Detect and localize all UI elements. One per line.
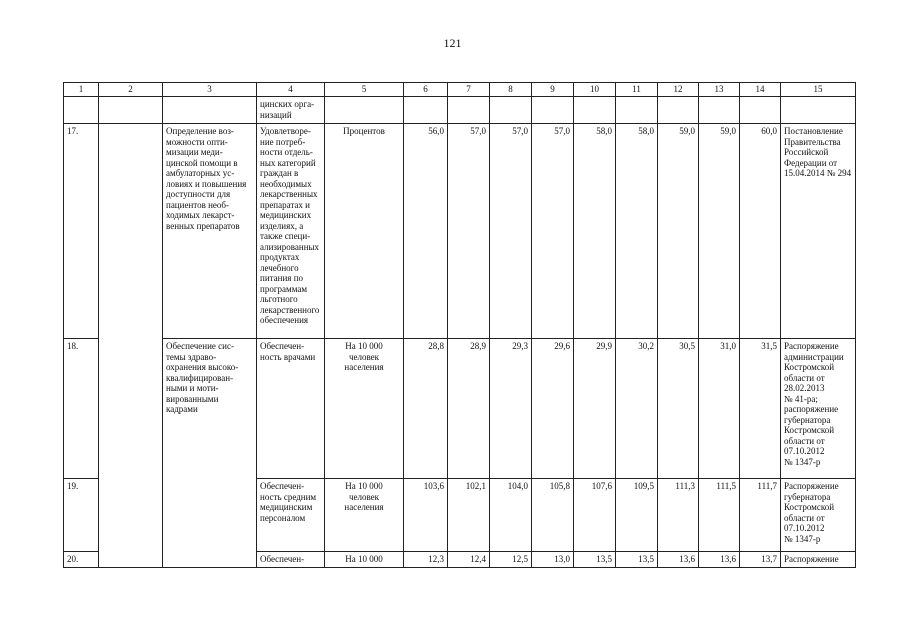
cell-indicator: Обеспечен-: [257, 552, 325, 568]
cell-value: 12,5: [490, 552, 532, 568]
cell-value: 59,0: [658, 124, 699, 339]
table-row-18: [64, 339, 856, 479]
header-cell: 8: [490, 83, 532, 97]
header-cell: 3: [163, 83, 257, 97]
header-cell: 1: [64, 83, 99, 97]
cell-value: 29,9: [574, 339, 616, 479]
cell-unit: Процентов: [325, 124, 404, 339]
table-row-17: [64, 124, 856, 339]
cell-value: 13,6: [699, 552, 740, 568]
cell-value: 28,8: [404, 339, 448, 479]
cell-legal-basis: Постановление Правительства Российской Федерации от 15.04.2014 № 294: [781, 124, 856, 339]
cell-value: 58,0: [574, 124, 616, 339]
cell-value: 60,0: [740, 124, 781, 339]
header-cell: 10: [574, 83, 616, 97]
header-cell: 6: [404, 83, 448, 97]
cell-legal-basis: Распоряжение губернатора Костромской области от 07.10.2012 № 1347-р: [781, 479, 856, 552]
header-cell: 15: [781, 83, 856, 97]
cell-value: 102,1: [448, 479, 490, 552]
cell-num: 17.: [64, 124, 99, 339]
cell-value: 57,0: [448, 124, 490, 339]
cell-activity: Определение воз- можности опти- мизации меди- цинской помощи в амбулаторных ус- ловиях и повышения доступности для пациентов необ- ходимых лекарст- венных препаратов: [163, 124, 257, 339]
header-row: [64, 83, 856, 97]
cell-num: [64, 97, 99, 124]
cell-c3: [163, 97, 257, 124]
cell-value: 31,0: [699, 339, 740, 479]
cell-value: 30,5: [658, 339, 699, 479]
header-cell: 7: [448, 83, 490, 97]
cell-indicator: цинских орга- низаций: [257, 97, 325, 124]
cell-value: 30,2: [616, 339, 658, 479]
cell-legal-basis: Распоряжение: [781, 552, 856, 568]
cell-unit: На 10 000 человек населения: [325, 339, 404, 479]
cell-value: 111,5: [699, 479, 740, 552]
cell-c2: [99, 97, 163, 124]
cell-indicator: Обеспечен- ность врачами: [257, 339, 325, 479]
cell-c2: [99, 124, 163, 568]
cell-value: 107,6: [574, 479, 616, 552]
cell-value: 13,6: [658, 552, 699, 568]
cell-value: 13,5: [574, 552, 616, 568]
cell-value: 13,0: [532, 552, 574, 568]
cell-value: 13,7: [740, 552, 781, 568]
cell-value: 111,7: [740, 479, 781, 552]
cell-value: 29,6: [532, 339, 574, 479]
table-row-continuation: [64, 97, 856, 124]
cell-indicator: Удовлетворе- ние потреб- ности отдель- ных категорий граждан в необходимых лекарственных препаратах и медицинских изделиях, а также специ- ализированных продуктах лечебного питания по программам льготного лекарственного обеспечения: [257, 124, 325, 339]
cell-value: 103,6: [404, 479, 448, 552]
cell-num: 19.: [64, 479, 99, 552]
header-cell: 12: [658, 83, 699, 97]
cell-value: 59,0: [699, 124, 740, 339]
cell-value: 105,8: [532, 479, 574, 552]
cell-unit: На 10 000: [325, 552, 404, 568]
cell-legal-basis: Распоряжение администрации Костромской области от 28.02.2013 № 41-ра; распоряжение губернатора Костромской области от 07.10.2012 № 1347-р: [781, 339, 856, 479]
cell-num: 18.: [64, 339, 99, 479]
header-cell: 9: [532, 83, 574, 97]
header-cell: 14: [740, 83, 781, 97]
indicators-table: [63, 82, 856, 568]
cell-value: 31,5: [740, 339, 781, 479]
header-cell: 2: [99, 83, 163, 97]
cell-value: 12,4: [448, 552, 490, 568]
cell-value: 58,0: [616, 124, 658, 339]
header-cell: 4: [257, 83, 325, 97]
cell-unit: На 10 000 человек населения: [325, 479, 404, 552]
header-cell: 5: [325, 83, 404, 97]
cell-value: 104,0: [490, 479, 532, 552]
cell-value: 57,0: [532, 124, 574, 339]
header-cell: 13: [699, 83, 740, 97]
page-number: 121: [443, 36, 462, 50]
cell-value: 28,9: [448, 339, 490, 479]
cell-value: 57,0: [490, 124, 532, 339]
header-cell: 11: [616, 83, 658, 97]
cell-value: 56,0: [404, 124, 448, 339]
cell-num: 20.: [64, 552, 99, 568]
cell-value: 13,5: [616, 552, 658, 568]
cell-unit: [325, 97, 404, 124]
cell-value: 29,3: [490, 339, 532, 479]
cell-value: 111,3: [658, 479, 699, 552]
cell-activity: Обеспечение сис- темы здраво- охранения высоко- квалифицирован- ными и моти- вированными кадрами: [163, 339, 257, 568]
cell-indicator: Обеспечен- ность средним медицинским персоналом: [257, 479, 325, 552]
cell-value: 109,5: [616, 479, 658, 552]
cell-value: 12,3: [404, 552, 448, 568]
